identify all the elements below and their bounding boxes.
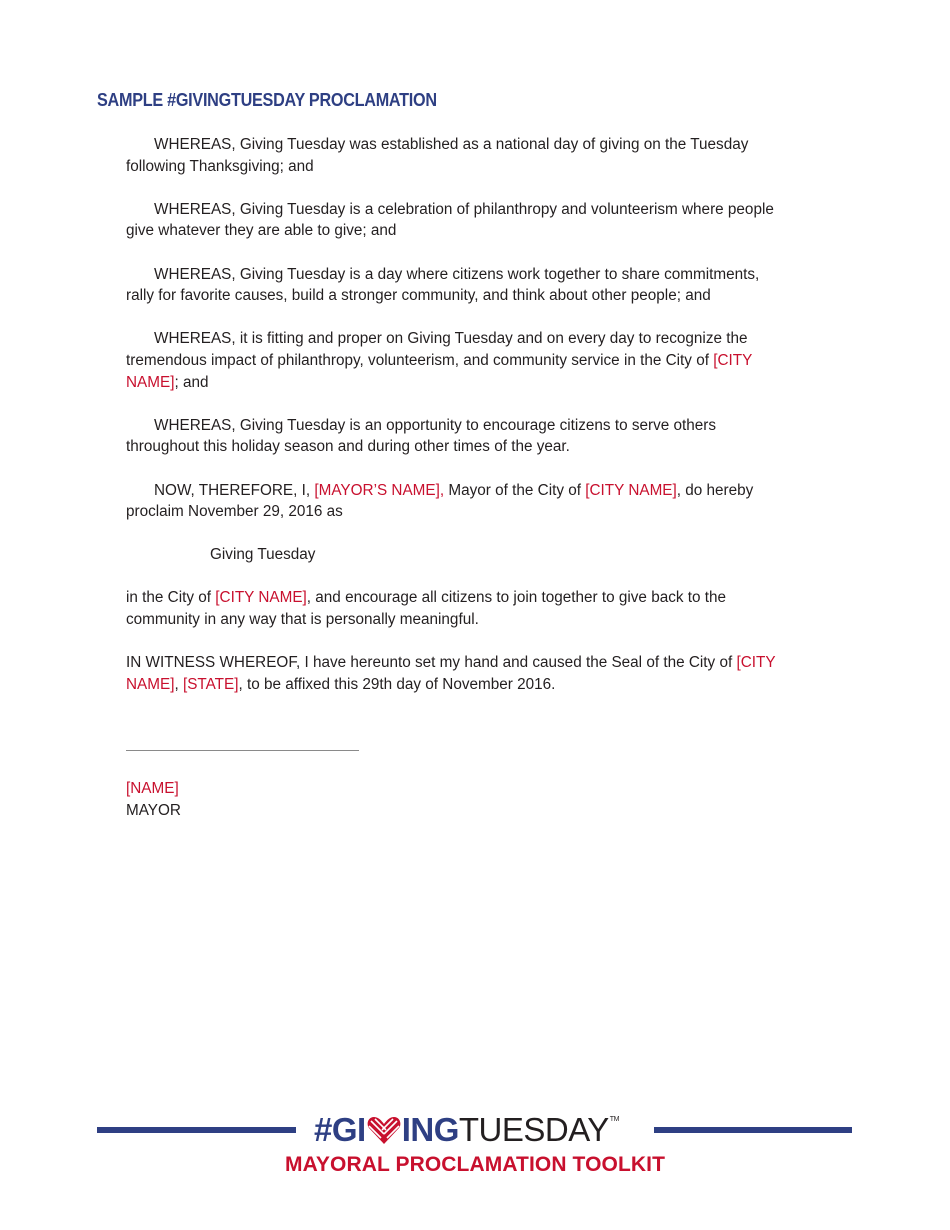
paragraph-text: WHEREAS, Giving Tuesday was established as a national day of giving on the Tuesday following Thanksgiving; and (126, 136, 749, 175)
givingtuesday-logo (314, 1110, 619, 1150)
signature-block (126, 778, 181, 821)
paragraph-text: , (174, 675, 183, 693)
trademark-mark: TM (609, 1116, 619, 1123)
proclaimed-day: Giving Tuesday (210, 546, 316, 564)
signer-title: MAYOR (126, 801, 181, 819)
paragraph-text: , and encourage all citizens to join together to give back to the community in any way that is personally meaningful. (126, 589, 727, 629)
paragraph-text: , to be affixed this 29th day of November 2016. (238, 675, 556, 693)
whereas-paragraph-3 (126, 264, 776, 307)
proclamation-body (126, 134, 776, 717)
whereas-paragraph-4 (126, 328, 776, 393)
witness-paragraph (126, 652, 776, 695)
signature-line (126, 750, 359, 751)
paragraph-text: , do hereby proclaim November 29, 2016 as (126, 481, 754, 521)
page-title: SAMPLE #GIVINGTUESDAY PROCLAMATION (97, 90, 437, 110)
footer-divider-right (654, 1127, 852, 1133)
city-name-placeholder: [CITY NAME] (126, 654, 776, 693)
footer-divider-left (97, 1127, 296, 1133)
city-name-placeholder: [CITY NAME] (585, 481, 677, 499)
mayor-name-placeholder: [MAYOR’S NAME], (314, 481, 445, 499)
logo-hash-gi: #GI (314, 1111, 366, 1148)
paragraph-text: Mayor of the City of (444, 481, 586, 499)
state-placeholder: [STATE] (182, 675, 239, 693)
encourage-paragraph (126, 587, 776, 630)
paragraph-text: ; and (174, 373, 209, 391)
therefore-paragraph (126, 480, 776, 523)
paragraph-text: WHEREAS, Giving Tuesday is a day where citizens work together to share commitments, rally for favorite causes, build a stronger community, and think about other people; and (126, 265, 760, 305)
toolkit-title: MAYORAL PROCLAMATION TOOLKIT (284, 1153, 666, 1176)
paragraph-text: NOW, THEREFORE, I, (154, 481, 315, 499)
logo-ing: ING (401, 1111, 459, 1148)
paragraph-text: in the City of (126, 589, 216, 607)
city-name-placeholder: [CITY NAME] (126, 351, 753, 391)
paragraph-text: WHEREAS, Giving Tuesday is a celebration of philanthropy and volunteerism where people give whatever they are able to give; and (126, 200, 774, 240)
logo-tuesday: TUESDAY (458, 1111, 609, 1148)
city-name-placeholder: [CITY NAME] (215, 589, 307, 607)
whereas-paragraph-5 (126, 415, 776, 458)
whereas-paragraph-2 (126, 199, 776, 242)
whereas-paragraph-1 (126, 134, 776, 177)
signer-name-placeholder: [NAME] (126, 780, 179, 797)
paragraph-text: WHEREAS, it is fitting and proper on Giving Tuesday and on every day to recognize the tremendous impact of philanthropy, volunteerism, and community service in the City of (126, 330, 748, 369)
paragraph-text: IN WITNESS WHEREOF, I have hereunto set my hand and caused the Seal of the City of (126, 654, 737, 672)
paragraph-text: WHEREAS, Giving Tuesday is an opportunity to encourage citizens to serve others throughout this holiday season and during other times of the year. (126, 416, 717, 456)
heart-icon (367, 1115, 401, 1145)
